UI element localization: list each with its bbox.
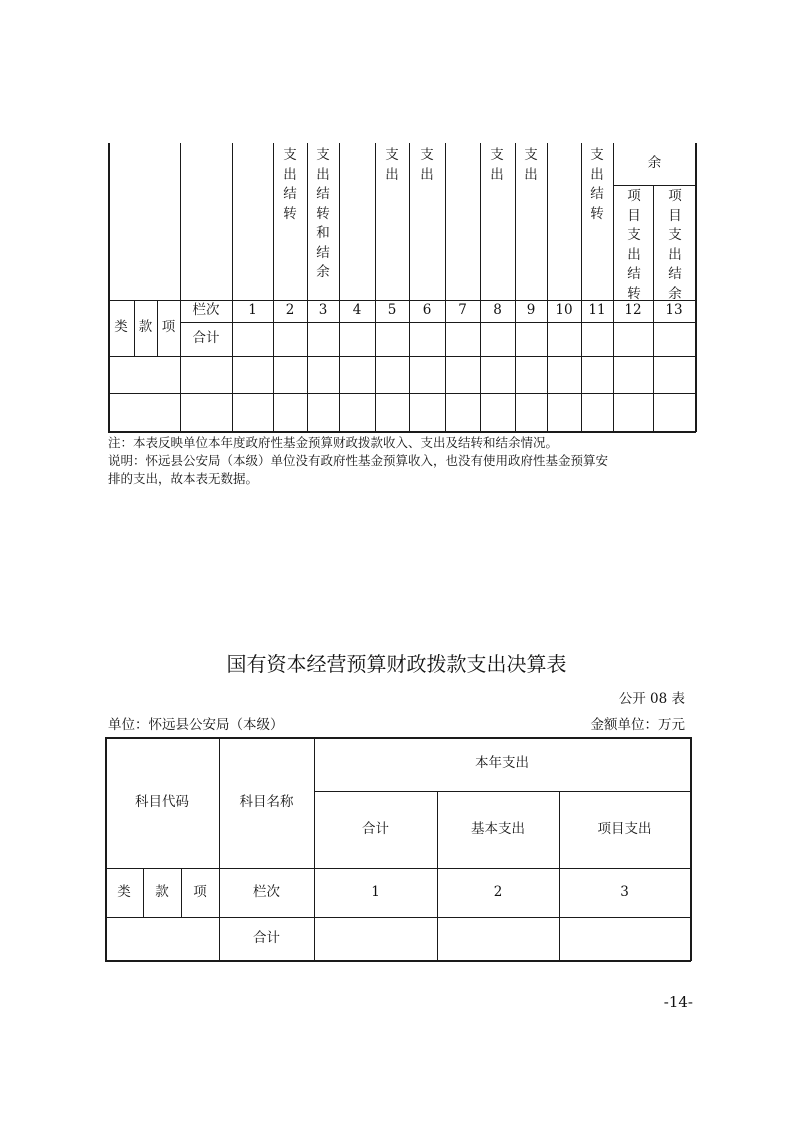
project-expense-header: 项目支出 [597, 820, 652, 837]
xiang-label: 项 [193, 883, 207, 900]
col-number: 6 [422, 302, 432, 319]
col-number: 3 [620, 883, 629, 900]
col-number: 1 [371, 883, 380, 900]
col-number: 12 [624, 302, 642, 319]
col-number: 9 [526, 302, 536, 319]
header-c5-expense: 支出 [385, 147, 399, 183]
header-c12-project-carryover: 项目支出结转 [627, 188, 641, 302]
col-number: 13 [665, 302, 683, 319]
col-number: 7 [458, 302, 467, 319]
current-year-expense-header: 本年支出 [475, 755, 529, 772]
kuan-label: 款 [138, 319, 153, 336]
header-c3-carryover-balance: 支出结转和结余 [316, 147, 330, 280]
explanation-line-2: 排的支出，故本表无数据。 [108, 471, 259, 486]
kuan-label: 款 [155, 883, 169, 900]
header-balance-group: 余 [647, 155, 662, 172]
page-title: 国有资本经营预算财政拨款支出决算表 [226, 652, 567, 676]
col-number: 10 [555, 302, 573, 319]
explanation-line-1: 说明：怀远县公安局（本级）单位没有政府性基金预算收入，也没有使用政府性基金预算安 [108, 453, 609, 468]
page-number: -14- [663, 993, 693, 1011]
header-c13-project-balance: 项目支出结余 [668, 188, 682, 302]
form-code: 公开 08 表 [618, 691, 685, 707]
basic-expense-header: 基本支出 [471, 820, 525, 837]
lanci-label: 栏次 [253, 883, 280, 900]
unit-label: 单位：怀远县公安局（本级） [108, 717, 284, 733]
amount-unit-label: 金额单位：万元 [590, 717, 685, 733]
note-text: 注：本表反映单位本年度政府性基金预算财政拨款收入、支出及结转和结余情况。 [108, 435, 559, 450]
total-row-label: 合计 [253, 929, 280, 946]
header-c9-expense: 支出 [524, 147, 538, 183]
lei-label: 类 [114, 319, 128, 336]
xiang-label: 项 [161, 319, 176, 336]
header-c2-carryover: 支出结转 [283, 147, 297, 222]
col-number: 3 [318, 302, 328, 319]
header-c6-expense: 支出 [420, 147, 434, 183]
lanci-label: 栏次 [192, 302, 220, 319]
total-header: 合计 [362, 820, 389, 837]
col-number: 4 [352, 302, 362, 319]
col-number: 2 [285, 302, 295, 319]
col-number: 5 [387, 302, 397, 319]
lei-label: 类 [117, 883, 131, 900]
col-number: 1 [248, 302, 257, 319]
header-c11-carryover: 支出结转 [590, 147, 604, 222]
col-number: 2 [493, 883, 503, 900]
total-label: 合计 [192, 330, 220, 347]
col-number: 11 [588, 302, 606, 319]
subject-code-header: 科目代码 [135, 793, 189, 810]
header-c8-expense: 支出 [490, 147, 504, 183]
col-number: 8 [493, 302, 502, 319]
subject-name-header: 科目名称 [239, 793, 294, 810]
